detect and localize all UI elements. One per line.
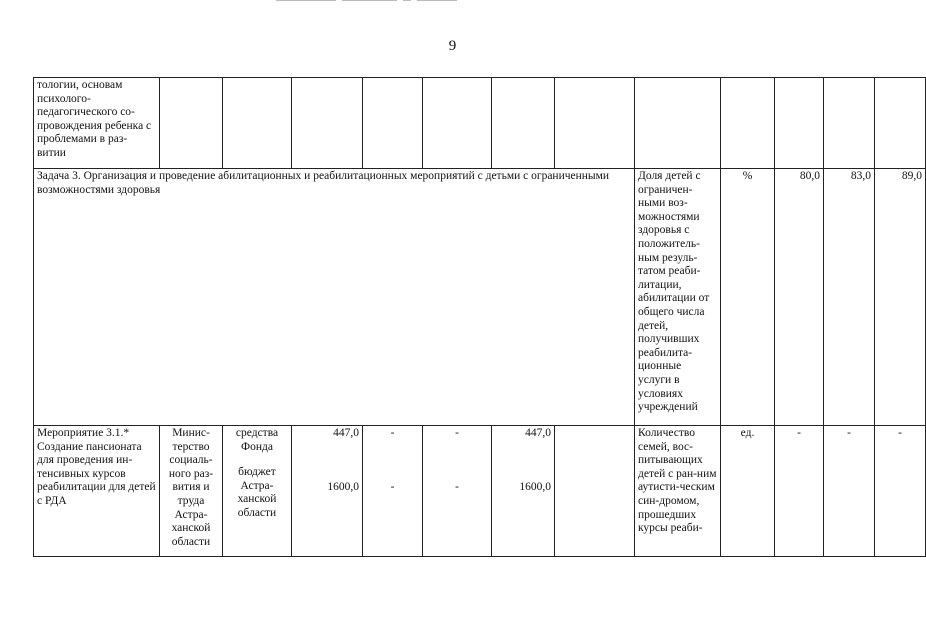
value-cell: - bbox=[875, 426, 926, 557]
value-cell: - bbox=[824, 426, 875, 557]
unit-cell: ед. bbox=[721, 426, 775, 557]
year-cell bbox=[363, 426, 423, 557]
value-cell: 89,0 bbox=[875, 169, 926, 426]
year-value: - bbox=[390, 480, 395, 493]
year-value: - bbox=[455, 480, 459, 493]
year-value: 447,0 bbox=[525, 427, 551, 439]
measure-name-cell: Мероприятие 3.1.* Создание пансионата для проведения ин-тенсивных курсов реабилитации для детей с РДА bbox=[34, 426, 160, 557]
header-rule bbox=[276, 0, 466, 2]
year-cell bbox=[423, 426, 492, 557]
year-value: 1600,0 bbox=[519, 480, 551, 493]
funding-source-2: бюджет Астра-ханской области bbox=[237, 466, 277, 519]
table-row bbox=[34, 426, 926, 557]
empty-cell bbox=[555, 426, 635, 557]
value-cell: 83,0 bbox=[824, 169, 875, 426]
total-2: 1600,0 bbox=[327, 480, 359, 493]
task-cell: Задача 3. Организация и проведение абилитационных и реабилитационных мероприятий с детьми с ограниченными возможностями здоровья bbox=[34, 169, 635, 426]
total-cell bbox=[292, 426, 363, 557]
page-number: 9 bbox=[448, 38, 457, 54]
measure-name-cell: тологии, основам психолого-педагогического со-провождения ребенка с проблемами в раз-витии bbox=[34, 78, 160, 169]
year-cell bbox=[492, 426, 555, 557]
funding-source-1: средства Фонда bbox=[235, 427, 279, 453]
total-1: 447,0 bbox=[333, 427, 359, 439]
funding-source-cell bbox=[223, 426, 292, 557]
table-row bbox=[34, 169, 926, 426]
indicator-cell: Доля детей с ограничен-ными воз-можностями здоровья с положитель-ным резуль-татом реаби-литации, абилитации от общего числа детей, получивших реабилита-ционные услуги в условиях учреждений bbox=[635, 169, 721, 426]
year-value: - bbox=[390, 427, 395, 439]
table-row bbox=[34, 78, 926, 169]
executor-cell: Минис-терство социаль-ного раз-вития и труда Астра-ханской области bbox=[160, 426, 223, 557]
program-table bbox=[33, 77, 926, 557]
unit-cell: % bbox=[721, 169, 775, 426]
year-value: - bbox=[455, 427, 459, 439]
indicator-cell: Количество семей, вос-питывающих детей с ран-ним аутисти-ческим син-дромом, прошедших курсы реаби- bbox=[635, 426, 721, 557]
value-cell: 80,0 bbox=[775, 169, 824, 426]
value-cell: - bbox=[775, 426, 824, 557]
